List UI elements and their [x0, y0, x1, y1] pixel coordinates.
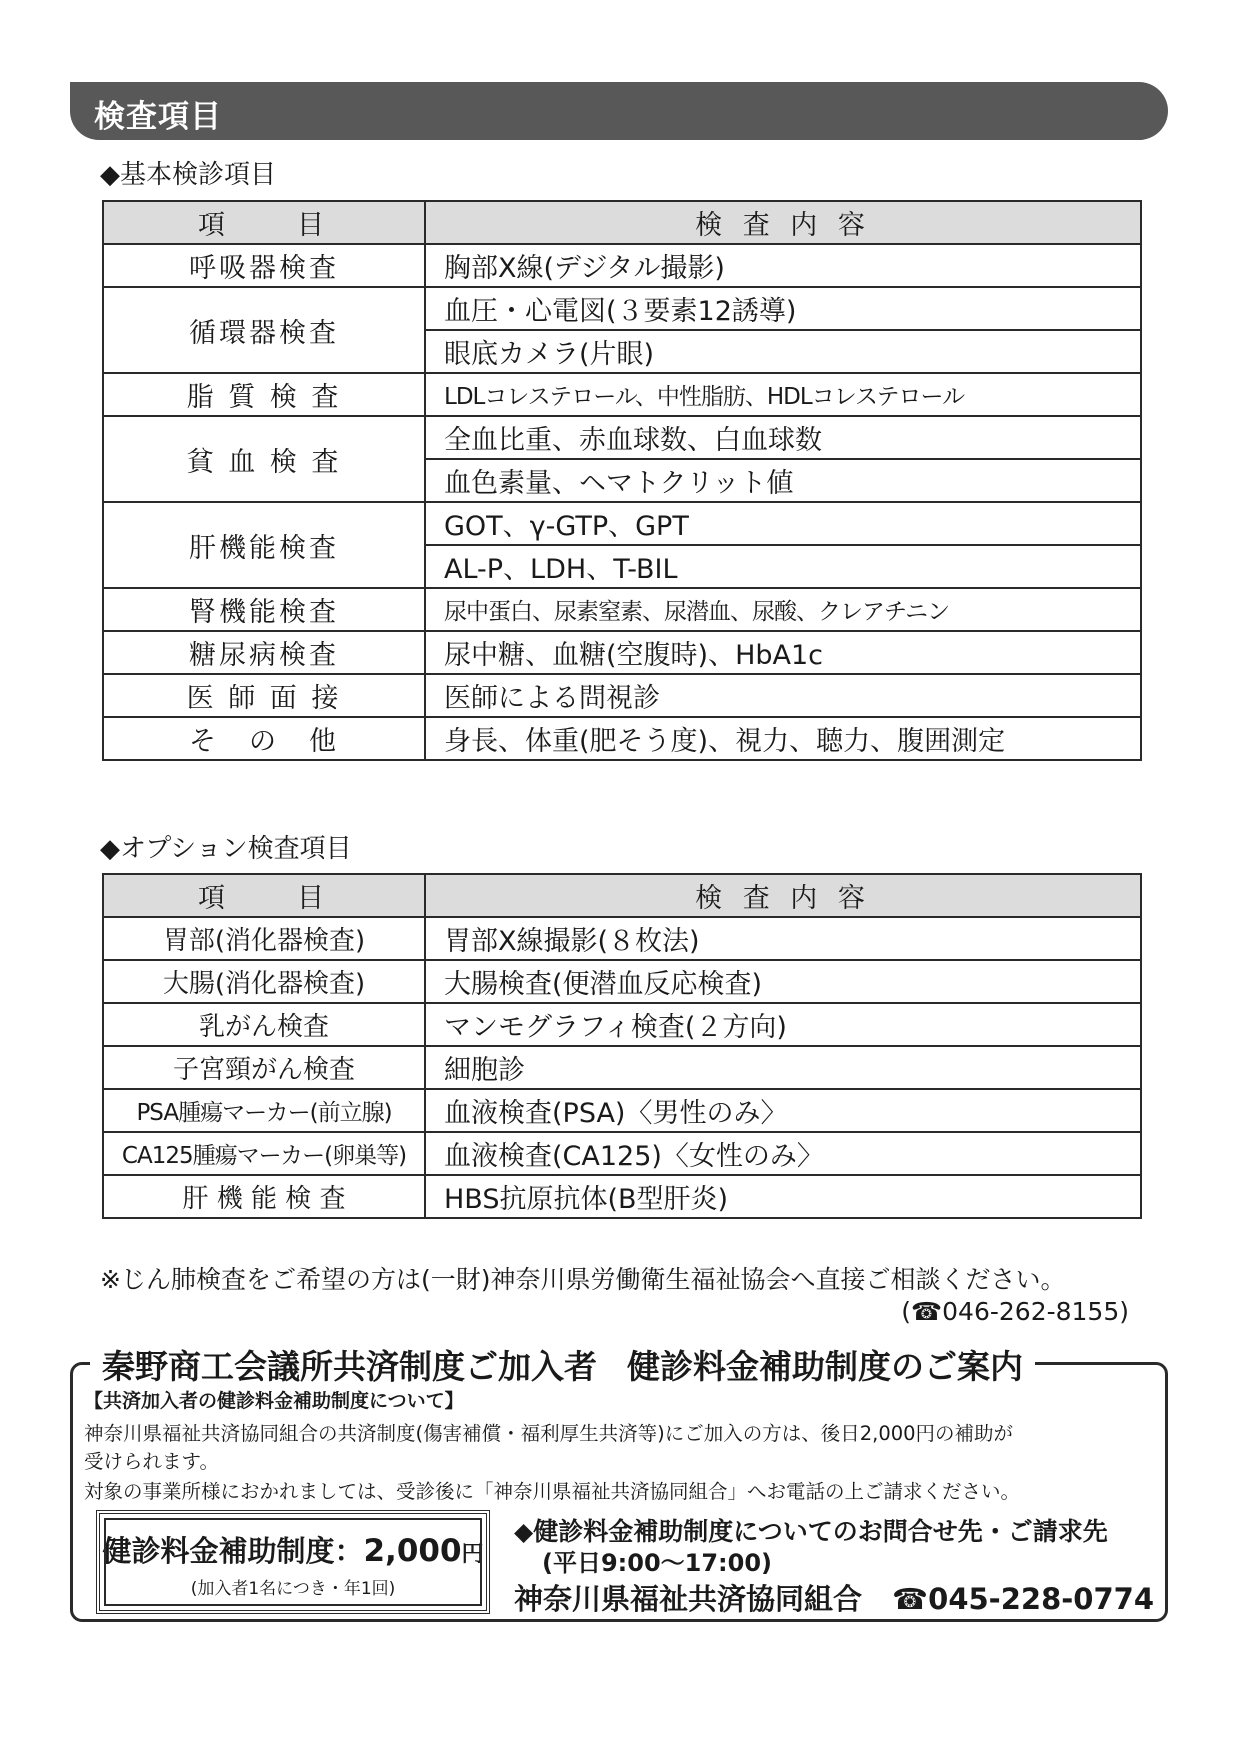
column-header-item: 項 目 — [103, 201, 425, 244]
table-row — [103, 1089, 1141, 1132]
content-cell: 血色素量、ヘマトクリット値 — [425, 459, 1141, 502]
content-cell: AL-P、LDH、T-BIL — [425, 545, 1141, 588]
table-row — [103, 1046, 1141, 1089]
table-row — [103, 1175, 1141, 1218]
subsidy-amount-box — [96, 1510, 490, 1614]
subsidy-title-right: 健診料金補助制度のご案内 — [627, 1347, 1023, 1386]
table-row — [103, 502, 1141, 545]
table-header-row — [103, 874, 1141, 917]
table-row — [103, 717, 1141, 760]
subsidy-amount-line — [100, 1529, 486, 1570]
column-header-item: 項 目 — [103, 874, 425, 917]
table-row — [103, 631, 1141, 674]
item-cell: 呼吸器検査 — [103, 244, 425, 287]
contact-organization: 神奈川県福祉共済協同組合 — [514, 1582, 863, 1616]
item-cell: PSA腫瘍マーカー(前立腺) — [103, 1089, 425, 1132]
contact-phone: ☎045-228-0774 — [892, 1582, 1154, 1616]
contact-line — [514, 1577, 1154, 1618]
content-cell: 全血比重、赤血球数、白血球数 — [425, 416, 1141, 459]
subsidy-sub-heading: 【共済加入者の健診料金補助制度について】 — [84, 1390, 464, 1412]
subsidy-condition: (加入者1名につき・年1回) — [190, 1579, 396, 1599]
subsidy-frame-title — [90, 1341, 1035, 1388]
item-cell: そ の 他 — [103, 717, 425, 760]
item-cell: 腎機能検査 — [103, 588, 425, 631]
subsidy-amount: 2,000 — [363, 1533, 462, 1569]
table-row — [103, 960, 1141, 1003]
table-header-row — [103, 201, 1141, 244]
content-cell: GOT、γ-GTP、GPT — [425, 502, 1141, 545]
content-cell: 胸部X線(デジタル撮影) — [425, 244, 1141, 287]
item-cell: 貧 血 検 査 — [103, 416, 425, 502]
item-cell: 肝 機 能 検 査 — [103, 1175, 425, 1218]
table-row — [103, 917, 1141, 960]
contact-hours: (平日9:00～17:00) — [542, 1549, 773, 1577]
content-cell: 血液検査(CA125)〈女性のみ〉 — [425, 1132, 1141, 1175]
item-cell: 乳がん検査 — [103, 1003, 425, 1046]
content-cell: LDLコレステロール、中性脂肪、HDLコレステロール — [425, 373, 1141, 416]
content-cell: 尿中蛋白、尿素窒素、尿潜血、尿酸、クレアチニン — [425, 588, 1141, 631]
item-cell: 医 師 面 接 — [103, 674, 425, 717]
item-cell: 脂 質 検 査 — [103, 373, 425, 416]
subsidy-label: 健診料金補助制度： — [102, 1534, 364, 1568]
option-items-table — [102, 873, 1142, 1219]
item-cell: 胃部(消化器検査) — [103, 917, 425, 960]
item-cell: CA125腫瘍マーカー(卵巣等) — [103, 1132, 425, 1175]
subsidy-title-left: 秦野商工会議所共済制度ご加入者 — [102, 1347, 597, 1386]
content-cell: 血圧・心電図(３要素12誘導) — [425, 287, 1141, 330]
table-row — [103, 588, 1141, 631]
content-cell: 細胞診 — [425, 1046, 1141, 1089]
table-row — [103, 416, 1141, 459]
column-header-content: 検 査 内 容 — [425, 874, 1141, 917]
table-row — [103, 1132, 1141, 1175]
item-cell: 糖尿病検査 — [103, 631, 425, 674]
column-header-content: 検 査 内 容 — [425, 201, 1141, 244]
item-cell: 大腸(消化器検査) — [103, 960, 425, 1003]
option-items-label: ◆オプション検査項目 — [100, 834, 352, 864]
content-cell: 血液検査(PSA)〈男性のみ〉 — [425, 1089, 1141, 1132]
table-row — [103, 373, 1141, 416]
contact-heading: ◆健診料金補助制度についてのお問合せ先・ご請求先 — [514, 1517, 1108, 1546]
subsidy-paragraph-1: 神奈川県福祉共済協同組合の共済制度(傷害補償・福利厚生共済等)にご加入の方は、後日2,000円の補助が — [84, 1422, 1014, 1445]
pneumoconiosis-note: ※じん肺検査をご希望の方は(一財)神奈川県労働衛生福祉協会へ直接ご相談ください。 — [100, 1265, 1066, 1294]
content-cell: 身長、体重(肥そう度)、視力、聴力、腹囲測定 — [425, 717, 1141, 760]
basic-items-table — [102, 200, 1142, 761]
content-cell: 大腸検査(便潜血反応検査) — [425, 960, 1141, 1003]
table-row — [103, 674, 1141, 717]
content-cell: 尿中糖、血糖(空腹時)、HbA1c — [425, 631, 1141, 674]
basic-items-label: ◆基本検診項目 — [100, 160, 276, 190]
section-title: 検査項目 — [94, 99, 222, 135]
content-cell: HBS抗原抗体(B型肝炎) — [425, 1175, 1141, 1218]
table-row — [103, 1003, 1141, 1046]
item-cell: 肝機能検査 — [103, 502, 425, 588]
section-header-bar — [70, 82, 1168, 140]
item-cell: 循環器検査 — [103, 287, 425, 373]
content-cell: マンモグラフィ検査(２方向) — [425, 1003, 1141, 1046]
content-cell: 胃部X線撮影(８枚法) — [425, 917, 1141, 960]
subsidy-unit: 円 — [461, 1542, 484, 1567]
table-row — [103, 244, 1141, 287]
content-cell: 眼底カメラ(片眼) — [425, 330, 1141, 373]
content-cell: 医師による問視診 — [425, 674, 1141, 717]
table-row — [103, 287, 1141, 330]
note-phone: (☎046-262-8155) — [901, 1297, 1129, 1326]
subsidy-paragraph-3: 対象の事業所様におかれましては、受診後に「神奈川県福祉共済協同組合」へお電話の上ご請求ください。 — [84, 1480, 1021, 1503]
item-cell: 子宮頸がん検査 — [103, 1046, 425, 1089]
subsidy-paragraph-2: 受けられます。 — [84, 1450, 219, 1473]
